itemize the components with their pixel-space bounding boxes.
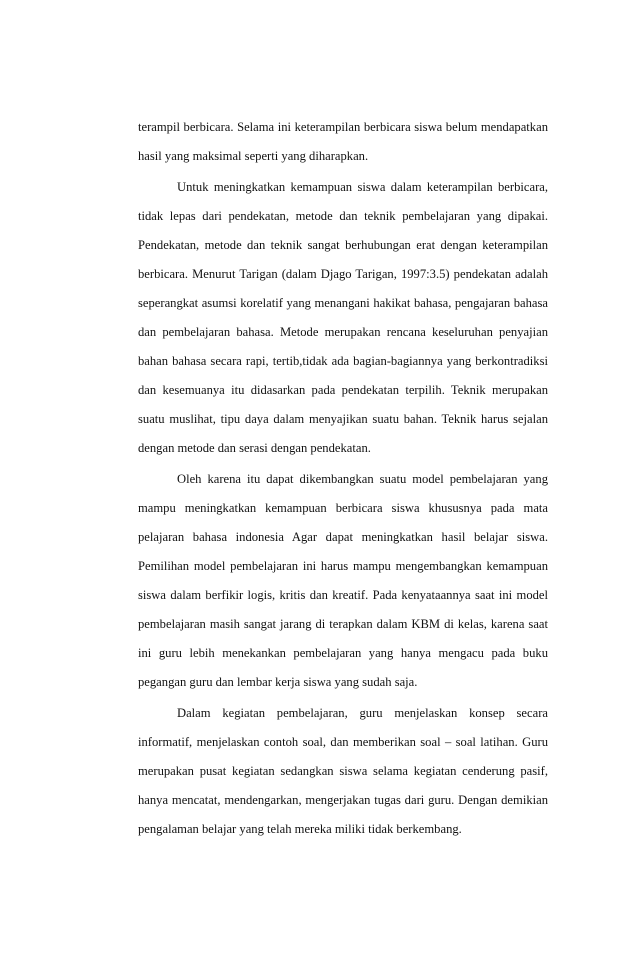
paragraph-4: Dalam kegiatan pembelajaran, guru menjelaskan konsep secara informatif, menjelaskan contoh soal, dan memberikan soal – soal latihan. Guru merupakan pusat kegiatan sedangkan siswa selama kegiatan cenderung pasif, hanya mencatat, mendengarkan, mengerjakan tugas dari guru. Dengan demikian pengalaman belajar yang telah mereka miliki tidak berkembang. xyxy=(138,706,548,836)
paragraph-3: Oleh karena itu dapat dikembangkan suatu model pembelajaran yang mampu meningkatkan kemampuan berbicara siswa khususnya pada mata pelajaran bahasa indonesia Agar dapat meningkatkan hasil belajar siswa. Pemilihan model pembelajaran ini harus mampu mengembangkan kemampuan siswa dalam berfikir logis, kritis dan kreatif. Pada kenyataannya saat ini model pembelajaran masih sangat jarang di terapkan dalam KBM di kelas, karena saat ini guru lebih menekankan pembelajaran yang hanya mengacu pada buku pegangan guru dan lembar kerja siswa yang sudah saja. xyxy=(138,472,548,689)
paragraph-1: terampil berbicara. Selama ini keterampilan berbicara siswa belum mendapatkan hasil yang maksimal seperti yang diharapkan. xyxy=(138,120,548,163)
body-text xyxy=(138,113,548,846)
paragraph-2: Untuk meningkatkan kemampuan siswa dalam keterampilan berbicara, tidak lepas dari pendekatan, metode dan teknik pembelajaran yang dipakai. Pendekatan, metode dan teknik sangat berhubungan erat dengan keterampilan berbicara. Menurut Tarigan (dalam Djago Tarigan, 1997:3.5) pendekatan adalah seperangkat asumsi korelatif yang menangani hakikat bahasa, pengajaran bahasa dan pembelajaran bahasa. Metode merupakan rencana keseluruhan penyajian bahan bahasa secara rapi, tertib,tidak ada bagian-bagiannya yang berkontradiksi dan kesemuanya itu didasarkan pada pendekatan terpilih. Teknik merupakan suatu muslihat, tipu daya dalam menyajikan suatu bahan. Teknik harus sejalan dengan metode dan serasi dengan pendekatan. xyxy=(138,180,548,455)
